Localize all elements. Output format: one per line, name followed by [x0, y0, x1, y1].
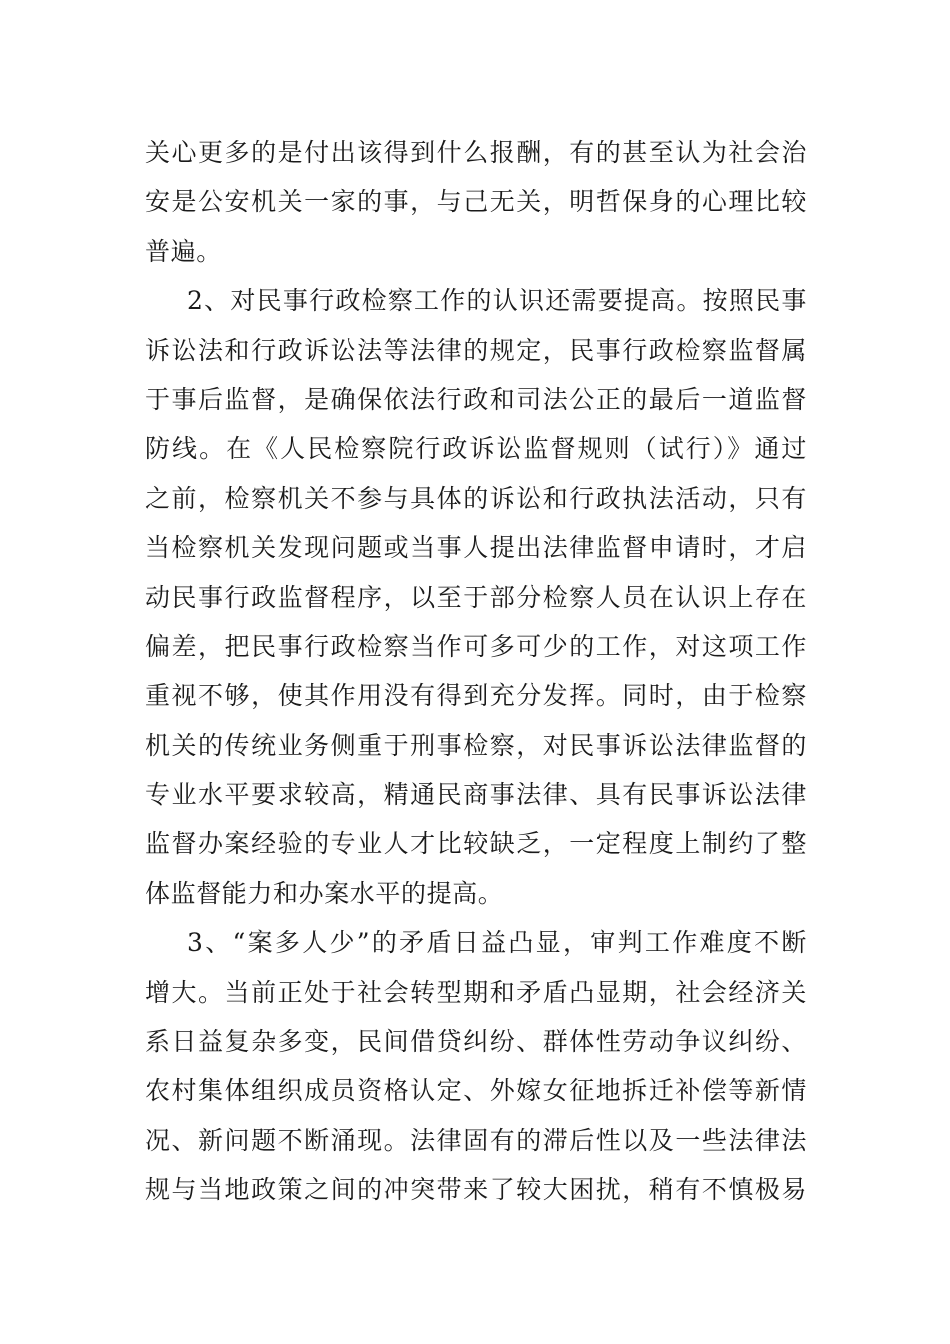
text-line: 专业水平要求较高，精通民商事法律、具有民事诉讼法律 [145, 780, 807, 810]
text-line: 规与当地政策之间的冲突带来了较大困扰，稍有不慎极易 [145, 1175, 807, 1205]
text-line: 动民事行政监督程序，以至于部分检察人员在认识上存在 [145, 582, 807, 612]
text-line: 偏差，把民事行政检察当作可多可少的工作，对这项工作 [145, 631, 807, 661]
text-line: 3、“案多人少”的矛盾日益凸显，审判工作难度不断 [187, 928, 807, 958]
text-line: 机关的传统业务侧重于刑事检察，对民事诉讼法律监督的 [145, 730, 807, 760]
text-line: 监督办案经验的专业人才比较缺乏，一定程度上制约了整 [145, 829, 807, 859]
text-line: 诉讼法和行政诉讼法等法律的规定，民事行政检察监督属 [145, 335, 807, 365]
text-line: 况、新问题不断涌现。法律固有的滞后性以及一些法律法 [145, 1125, 807, 1155]
text-line: 系日益复杂多变，民间借贷纠纷、群体性劳动争议纠纷、 [145, 1027, 807, 1057]
text-line: 防线。在《人民检察院行政诉讼监督规则（试行）》通过 [145, 434, 807, 464]
text-line: 增大。当前正处于社会转型期和矛盾凸显期，社会经济关 [145, 977, 807, 1007]
text-line: 安是公安机关一家的事，与己无关，明哲保身的心理比较 [145, 187, 807, 217]
text-line: 关心更多的是付出该得到什么报酬，有的甚至认为社会治 [145, 138, 807, 167]
text-line: 体监督能力和办案水平的提高。 [145, 878, 504, 908]
text-line: 普遍。 [145, 236, 222, 266]
text-line: 重视不够，使其作用没有得到充分发挥。同时，由于检察 [145, 681, 807, 711]
text-line: 2、对民事行政检察工作的认识还需要提高。按照民事 [187, 286, 807, 316]
text-line: 当检察机关发现问题或当事人提出法律监督申请时，才启 [145, 533, 807, 563]
text-line: 农村集体组织成员资格认定、外嫁女征地拆迁补偿等新情 [145, 1076, 807, 1106]
text-line: 之前，检察机关不参与具体的诉讼和行政执法活动，只有 [145, 483, 807, 513]
text-line: 于事后监督，是确保依法行政和司法公正的最后一道监督 [145, 384, 807, 414]
document-body [145, 128, 807, 1215]
